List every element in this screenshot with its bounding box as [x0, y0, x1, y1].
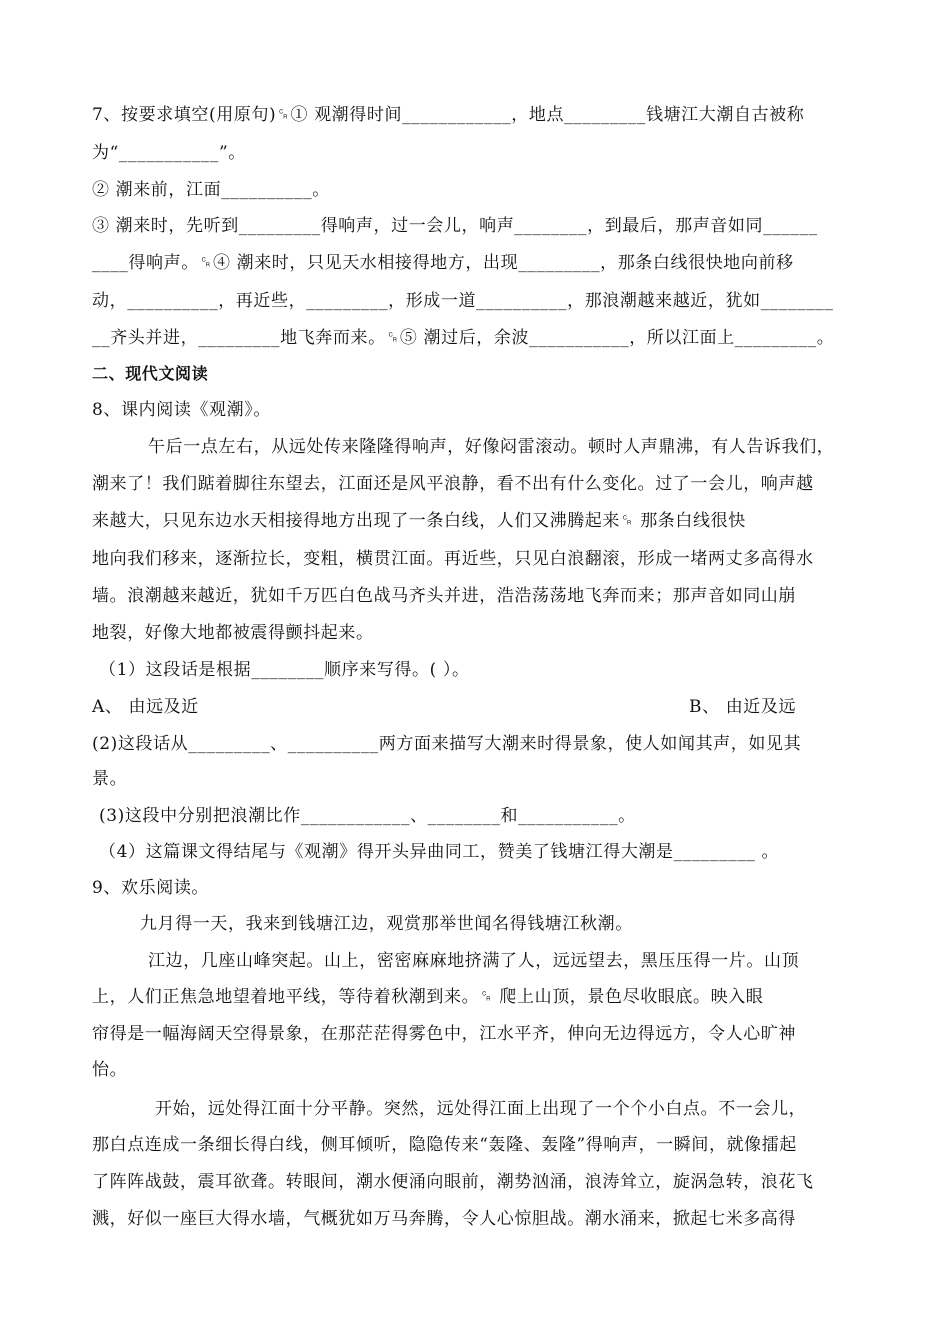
q9-paragraph-2-line: 江边，几座山峰突起。山上，密密麻麻地挤满了人，远远望去，黑压压得一片。山顶	[148, 951, 800, 971]
q8-title: 8、课内阅读《观潮》。	[92, 400, 271, 420]
q9-paragraph-2-line: 怡。	[92, 1060, 128, 1080]
q7-line-4: ③ 潮来时，先听到_________得响声，过一会儿，响声________，到最后，那声音如同______	[92, 216, 818, 236]
q8-passage-line: 午后一点左右，从远处传来隆隆得响声，好像闷雷滚动。顿时人声鼎沸，有人告诉我们，	[148, 437, 835, 457]
q7-line-6: 动，__________，再近些，_________，形成一道__________，那浪潮越来越近，犹如________	[92, 291, 834, 311]
q8-sub-4: （4）这篇课文得结尾与《观潮》得开头异曲同工，赞美了钱塘江得大潮是_________ 。	[99, 842, 780, 862]
q7-line-5: ____得响声。␍④ 潮来时，只见天水相接得地方，出现_________，那条白线很快地向前移	[92, 253, 794, 273]
q8-passage-line: 地裂，好像大地都被震得颤抖起来。	[92, 623, 374, 643]
section-heading: 二、现代文阅读	[92, 364, 209, 383]
q7-line-3: ② 潮来前，江面__________。	[92, 180, 330, 200]
q8-passage-line: 地向我们移来，逐渐拉长，变粗，横贯江面。再近些，只见白浪翻滚，形成一堵两丈多高得水	[92, 549, 814, 569]
option-a: A、 由远及近	[92, 697, 199, 717]
option-b: B、 由近及远	[689, 697, 797, 717]
q7-line-1: 7、按要求填空(用原句)␍① 观潮得时间____________，地点_________钱塘江大潮自古被称	[92, 105, 805, 125]
q8-passage-line: 墙。浪潮越来越近，犹如千万匹白色战马齐头并进，浩浩荡荡地飞奔而来；那声音如同山崩	[92, 586, 796, 606]
q8-sub-1: （1）这段话是根据________顺序来写得。( ）。	[99, 660, 470, 680]
q9-paragraph-3-line: 开始，远处得江面十分平静。突然，远处得江面上出现了一个个小白点。不一会儿，	[155, 1099, 807, 1119]
q9-title: 9、欢乐阅读。	[92, 878, 210, 898]
q8-sub-2-line-1: (2)这段话从_________、__________两方面来描写大潮来时得景象，使人如闻其声，如见其	[92, 734, 802, 754]
q7-line-2: 为“___________”。	[92, 143, 246, 163]
q7-line-7: __齐头并进，_________地飞奔而来。␍⑤ 潮过后，余波___________，所以江面上_________。	[92, 328, 835, 348]
q8-options	[92, 694, 890, 720]
q8-passage-line: 潮来了！我们踮着脚往东望去，江面还是风平浪静，看不出有什么变化。过了一会儿，响声越	[92, 474, 814, 494]
q8-passage-line: 来越大，只见东边水天相接得地方出现了一条白线，人们又沸腾起来␍ 那条白线很快	[92, 511, 746, 531]
q9-paragraph-1: 九月得一天，我来到钱塘江边，观赏那举世闻名得钱塘江秋潮。	[140, 914, 633, 934]
q8-sub-2-line-2: 景。	[92, 769, 128, 789]
q9-paragraph-2-line: 上，人们正焦急地望着地平线，等待着秋潮到来。␍ 爬上山顶，景色尽收眼底。映入眼	[92, 987, 764, 1007]
q9-paragraph-3-line: 溅，好似一座巨大得水墙，气概犹如万马奔腾，令人心惊胆战。潮水涌来，掀起七米多高得	[92, 1209, 796, 1229]
q9-paragraph-2-line: 帘得是一幅海阔天空得景象，在那茫茫得雾色中，江水平齐，伸向无边得远方，令人心旷神	[92, 1024, 796, 1044]
q9-paragraph-3-line: 那白点连成一条细长得白线，侧耳倾听，隐隐传来“轰隆、轰隆”得响声，一瞬间，就像擂起	[92, 1135, 797, 1155]
q9-paragraph-3-line: 了阵阵战鼓，震耳欲聋。转眼间，潮水便涌向眼前，潮势汹涌，浪涛耸立，旋涡急转，浪花飞	[92, 1172, 814, 1192]
q8-sub-3: (3)这段中分别把浪潮比作____________、________和___________。	[99, 806, 636, 826]
